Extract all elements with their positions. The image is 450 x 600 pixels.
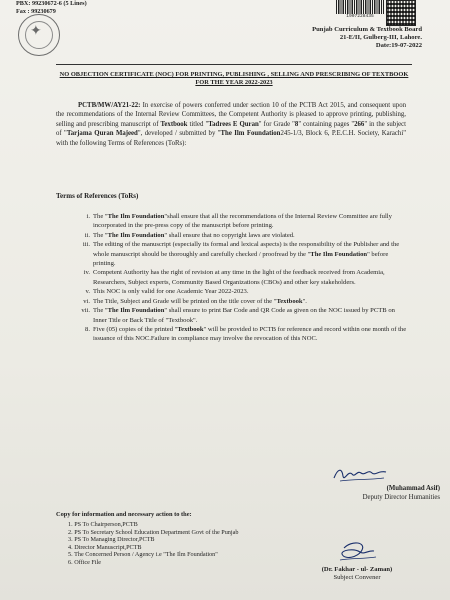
signatory-designation: Subject Convener [333,574,381,582]
term-item: vii. The "The Ilm Foundation" shall ensure to print Bar Code and QR Code as given on the NOC issued by PCTB on Inner Title or Back Title of "Textbook". [81,307,395,324]
barcode-number: 1907228435 [346,14,374,19]
board-name: Punjab Curriculum & Textbook Board [312,26,422,33]
term-item: v. This NOC is only valid for one Academic Year 2022-2023. [85,288,249,296]
tor-heading: Terms of References (ToRs) [56,192,139,200]
term-item: vi. The Title, Subject and Grade will be printed on the title cover of the "Textbook". [83,297,307,305]
header-divider [56,64,412,65]
signatory-name: (Muhammad Asif) [386,485,440,492]
term-item: 8. Five (05) copies of the printed "Textbook" will be provided to PCTB for reference and record within one month of the issuance of this NOC.Failure in compliance may involve the revocation of this NOC. [85,326,407,343]
copy-item: 5. The Concerned Person / Agency i.e "The Ilm Foundation" [68,551,218,559]
copy-list [68,521,328,567]
term-item: i. The "The Ilm Foundation"shall ensure that all the recommendations of the Internal Review Committee are fully incorporated in the pre-press copy of the manuscript before printing. [86,213,392,230]
board-seal-icon: ✦ [18,14,60,56]
barcode-icon [336,0,384,14]
term-item: iii. The editing of the manuscript (especially its formal and lexical aspects) is the responsibility of the Publisher and the whole manuscript should be thoroughly and carefully checked / proofread by the "The Ilm Foundation" before printing. [82,241,400,267]
board-info [242,26,422,51]
signature-icon [330,464,390,486]
signatory-name: (Dr. Fakhar - ul- Zaman) [321,566,393,573]
signatory-designation: Deputy Director Humanities [362,494,440,501]
terms-list [70,212,408,344]
copy-item: 1. PS To Chairperson,PCTB [68,521,138,528]
copy-heading: Copy for information and necessary action to the: [56,511,192,518]
term-item: iv. Competent Authority has the right of revision at any time in the light of the feedback received from Academia, Researchers, Subject experts, Community Based Organizations (CBOs) and other key stakeholders. [83,269,385,286]
signatory-subject-convener [302,566,412,583]
document-date: Date:19-07-2022 [375,42,422,50]
document-title: NO OBJECTION CERTIFICATE (NOC) FOR PRINTING, PUBLISHING , SELLING AND PRESCRIBING OF TEXTBOOK FOR THE YEAR 2022-2023 [59,71,409,87]
fax-line: Fax : 99230679 [16,8,56,15]
phone-line: PBX: 99230672-6 (5 Lines) [16,0,87,7]
reference-number: PCTB/MW/AY21-22: [78,102,141,109]
term-item: ii. The "The Ilm Foundation" shall ensure that no copyright laws are violated. [84,231,295,239]
contact-numbers [16,0,87,16]
signatory-deputy-director [310,484,440,502]
copy-item: 6. Office File [68,558,102,566]
signature-icon [334,538,380,564]
intro-paragraph: PCTB/MW/AY21-22: In exercise of powers conferred under section 10 of the PCTB Act 2015, and consequent upon the recommendations of the Internal Review Committees, the Competent Authority is pleased to approve printing, publishing, selling and prescribing manuscript of Textbook titled "Tadrees E Quran" for Grade "8" containing pages "266" in the subject of "Tarjama Quran Majeed", developed / submitted by "The Ilm Foundation245-1/3, Block 6, P.E.C.H. Society, Karachi" with the following Terms of References (ToRs): [56,102,407,147]
copy-item: 4. Director Manuscript,PCTB [68,543,142,551]
board-address: 21-E/II, Gulberg-III, Lahore. [339,34,422,42]
copy-item: 3. PS To Managing Director,PCTB [68,536,155,544]
copy-item: 2. PS To Secretary School Education Department Govt of the Punjab [68,528,239,536]
qr-code-icon [386,0,416,26]
